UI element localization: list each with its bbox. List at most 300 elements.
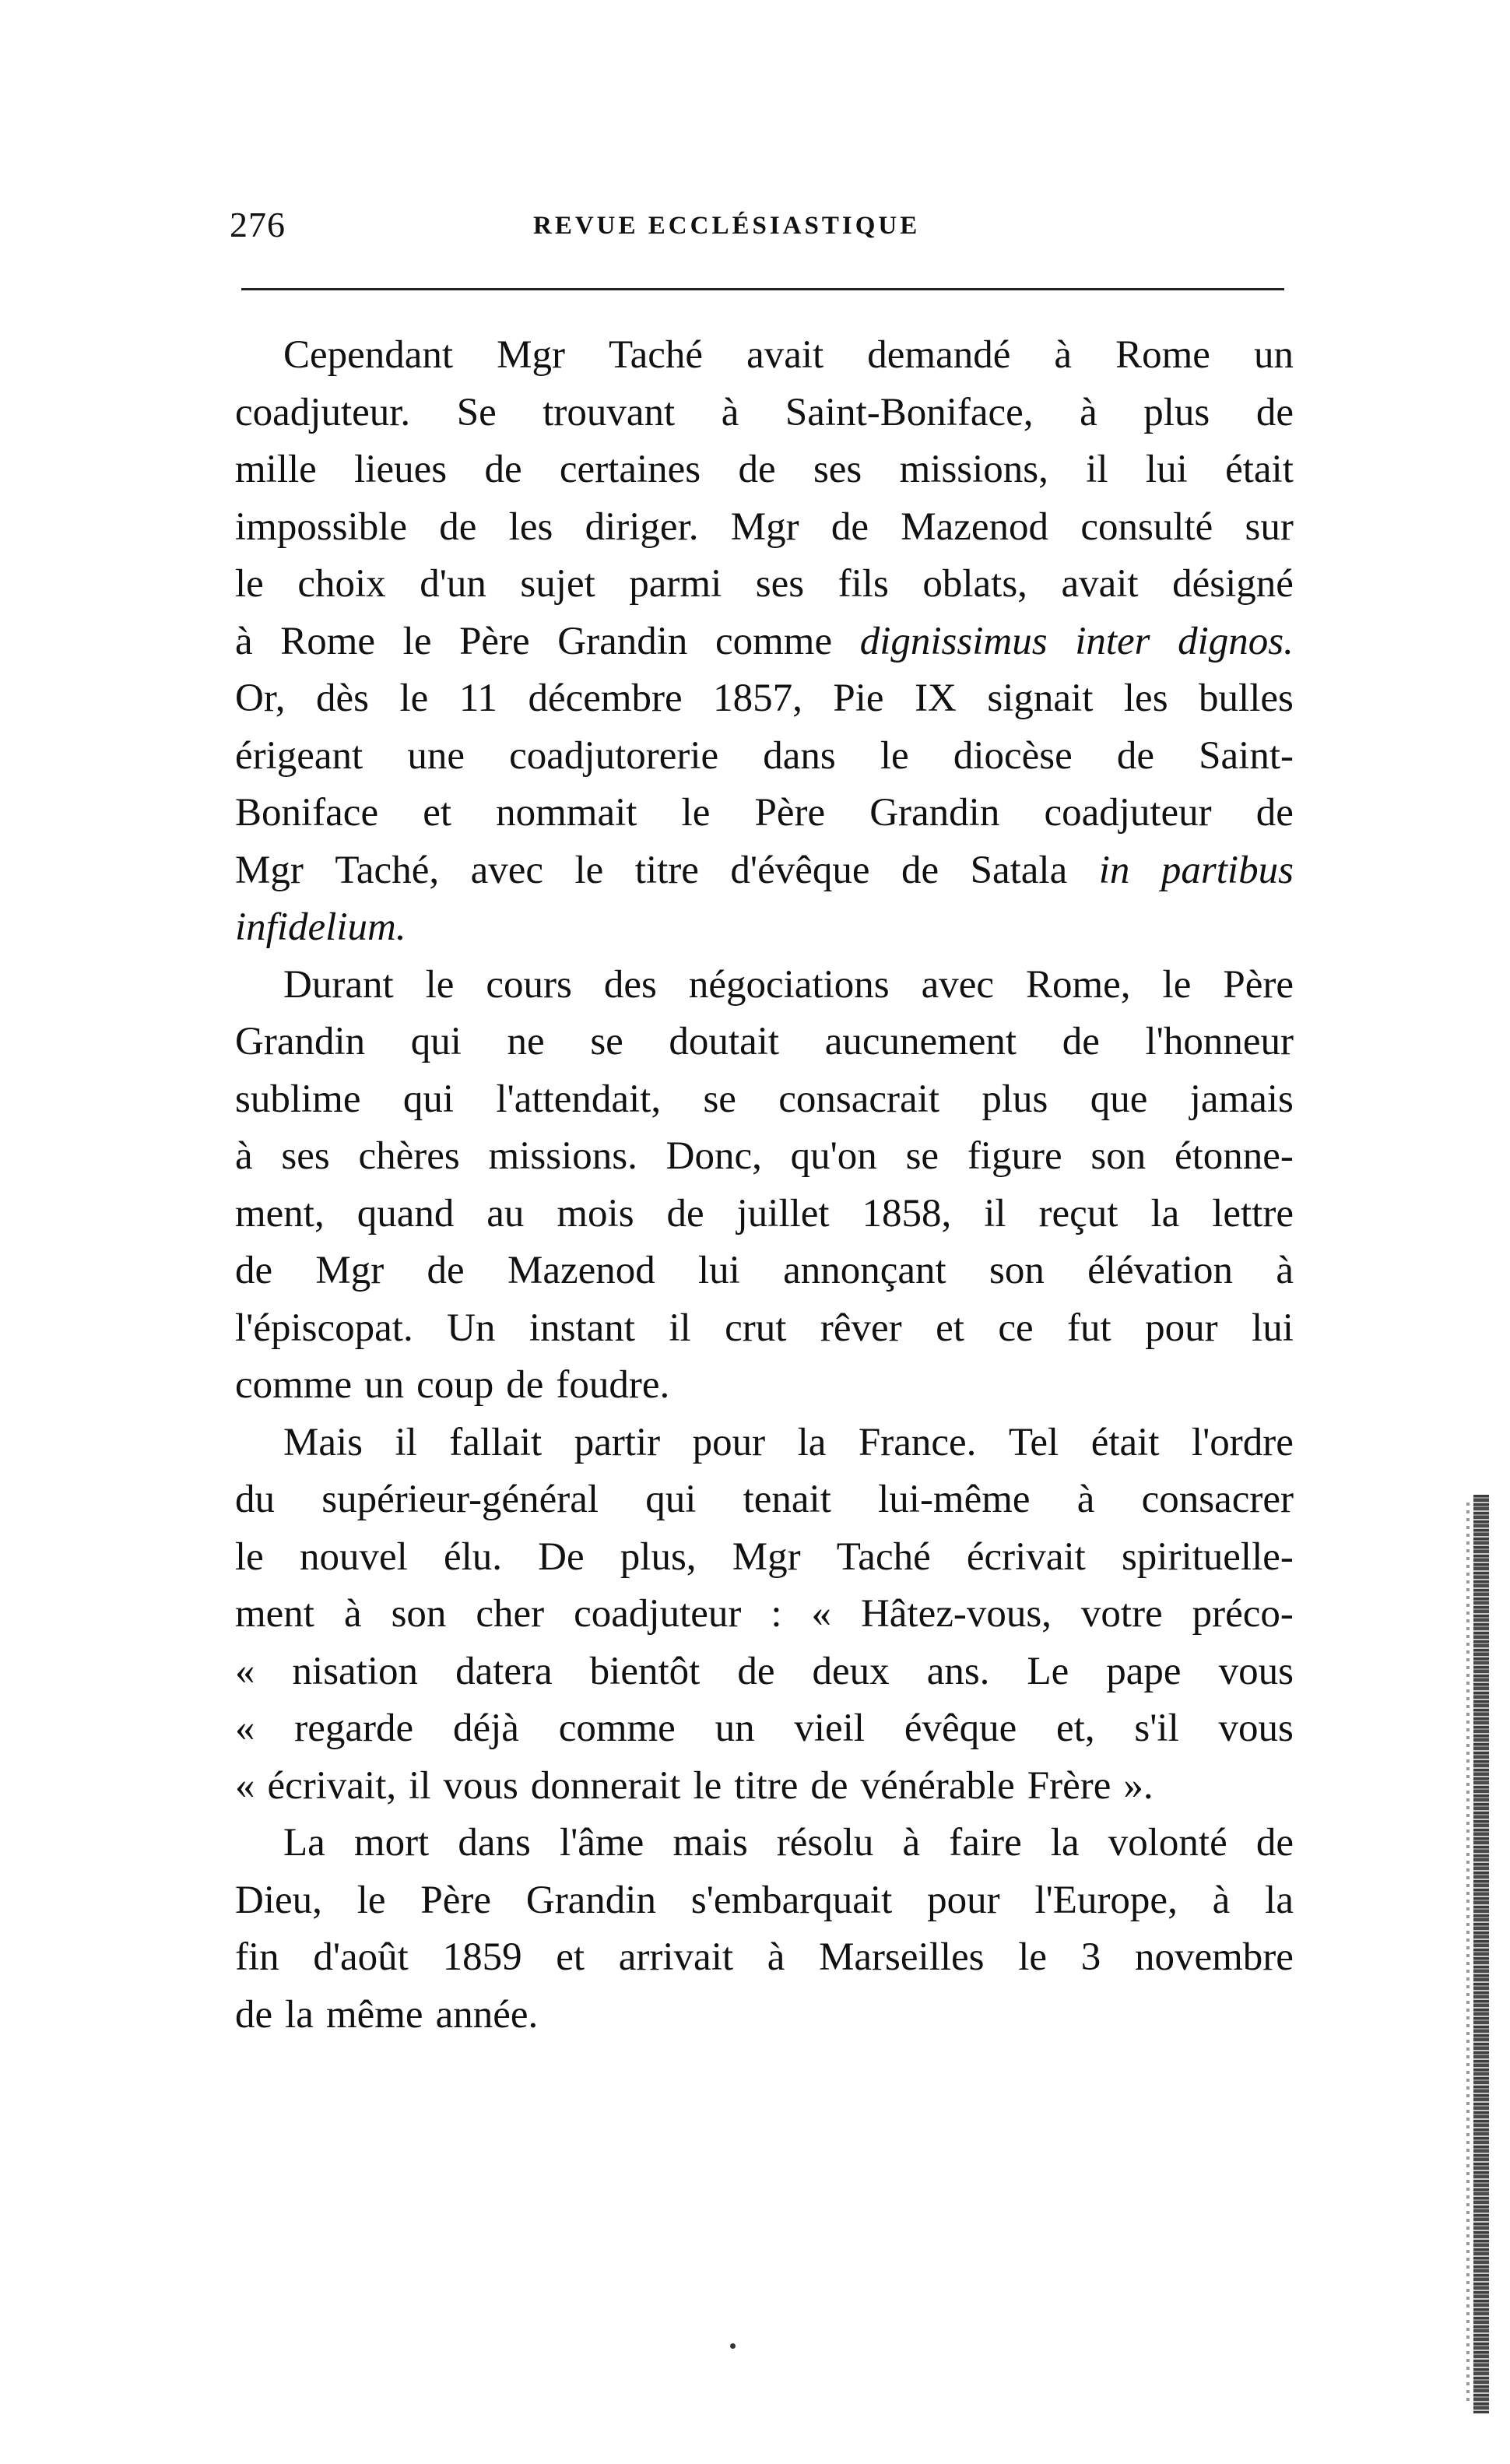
word: préco-	[1192, 1592, 1294, 1636]
word: un	[364, 1363, 405, 1407]
scan-edge-mark	[1466, 1503, 1470, 2406]
word: au	[486, 1191, 525, 1236]
word: d'évêque	[730, 848, 870, 892]
word: chères	[358, 1134, 460, 1178]
word: volonté	[1108, 1821, 1227, 1865]
word: mort	[353, 1821, 430, 1865]
word: spirituelle-	[1121, 1534, 1294, 1579]
word: Taché	[836, 1534, 931, 1579]
word: à	[235, 619, 253, 663]
word: inter	[1075, 619, 1150, 663]
word: regarde	[294, 1707, 414, 1750]
word: que	[1090, 1077, 1148, 1121]
word: l'attendait,	[496, 1077, 662, 1121]
word: était	[1090, 1420, 1160, 1464]
word: sujet	[520, 562, 595, 606]
word: à	[902, 1821, 921, 1865]
word: consacrer	[1141, 1478, 1294, 1521]
word: dès	[316, 677, 370, 720]
text-line	[235, 957, 1294, 1014]
word: l'épiscopat.	[235, 1306, 413, 1350]
word: coadjuteur.	[235, 390, 411, 434]
word: ce	[998, 1306, 1034, 1350]
text-line	[235, 385, 1294, 442]
word: de	[439, 504, 477, 549]
word: le	[880, 733, 909, 778]
word: de	[1062, 1020, 1100, 1063]
word: Grandin	[525, 1878, 656, 1922]
word: la	[1050, 1821, 1080, 1865]
word: Père	[754, 791, 826, 835]
word: fut	[1067, 1306, 1111, 1350]
word: ses	[281, 1134, 330, 1178]
word: de	[810, 1763, 848, 1808]
word: de	[484, 448, 522, 491]
word: sur	[1245, 504, 1294, 549]
word: titre	[634, 848, 699, 892]
word: Mgr	[315, 1249, 385, 1292]
word: Pie	[833, 677, 884, 720]
word: qui	[410, 1020, 462, 1063]
word: fallait	[449, 1420, 543, 1464]
word: de	[830, 504, 869, 549]
header-rule	[241, 288, 1284, 290]
word: ».	[1123, 1763, 1154, 1808]
text-line	[235, 1071, 1294, 1129]
word: à	[1076, 1478, 1095, 1521]
word: datera	[455, 1649, 553, 1693]
word: annonçant	[783, 1249, 946, 1292]
word: écrivait,	[267, 1763, 397, 1808]
word: érigeant	[235, 733, 363, 778]
word: doutait	[669, 1020, 780, 1063]
word: il	[1086, 448, 1108, 491]
word: jamais	[1189, 1077, 1294, 1121]
word: Grandin	[557, 619, 688, 663]
word: qu'on	[790, 1134, 877, 1178]
word: à	[721, 390, 739, 434]
text-line	[235, 1186, 1294, 1243]
word: le	[681, 791, 711, 835]
word: la	[1150, 1191, 1180, 1236]
word: tenait	[743, 1478, 831, 1521]
word: et	[556, 1935, 585, 1979]
word: Taché,	[335, 848, 440, 892]
word: évêque	[904, 1707, 1017, 1750]
text-line	[235, 1815, 1294, 1872]
word: nouvel	[299, 1534, 408, 1579]
word: lui	[1252, 1306, 1294, 1350]
word: le	[402, 619, 432, 663]
word: demandé	[867, 333, 1011, 377]
word: ses	[813, 448, 862, 491]
body-text	[235, 327, 1294, 2044]
word: il	[669, 1306, 691, 1350]
word: s'il	[1134, 1707, 1179, 1750]
word: d'août	[313, 1935, 409, 1979]
word: 1858,	[862, 1191, 952, 1236]
word: et	[936, 1306, 964, 1350]
word: votre	[1080, 1592, 1163, 1636]
word: comme	[715, 619, 833, 663]
word: Grandin	[869, 791, 1000, 835]
word: mais	[672, 1821, 748, 1865]
word: instant	[528, 1306, 635, 1350]
word: résolu	[776, 1821, 874, 1865]
word: lieues	[354, 448, 448, 491]
word: Mgr	[732, 1534, 801, 1579]
word: missions.	[488, 1134, 637, 1178]
word: reçut	[1038, 1191, 1118, 1236]
word: son	[989, 1249, 1045, 1292]
word: Grandin	[235, 1020, 366, 1063]
word: mois	[557, 1191, 634, 1236]
word: cours	[486, 962, 572, 1007]
word: «	[235, 1707, 255, 1750]
word: il	[409, 1763, 431, 1808]
word: Un	[447, 1306, 496, 1350]
word: pour	[692, 1420, 766, 1464]
word: pour	[927, 1878, 1000, 1922]
word: Père	[1223, 962, 1294, 1007]
scan-edge-strip	[1473, 1495, 1489, 2413]
word: mille	[235, 448, 317, 491]
word: consulté	[1080, 504, 1213, 549]
word: les	[508, 504, 553, 549]
word: la	[1265, 1878, 1294, 1922]
ink-speck	[730, 2343, 736, 2349]
word: crut	[725, 1306, 787, 1350]
text-line	[235, 1872, 1294, 1930]
word: partibus	[1161, 848, 1294, 892]
word: Cependant	[283, 333, 454, 377]
word: pour	[1145, 1306, 1218, 1350]
word: le	[235, 1534, 264, 1579]
word: diocèse	[953, 733, 1073, 778]
word: Mazenod	[507, 1249, 655, 1292]
word: de	[738, 448, 776, 491]
word: avec	[921, 962, 994, 1007]
word: Frère	[1027, 1763, 1111, 1808]
word: le	[1018, 1935, 1048, 1979]
word: certaines	[559, 448, 701, 491]
word: ans.	[926, 1649, 990, 1693]
word: négociations	[688, 962, 890, 1007]
word: 3	[1080, 1935, 1101, 1979]
word: vous	[443, 1763, 518, 1808]
word: titre	[734, 1763, 799, 1808]
word: Mais	[283, 1420, 363, 1464]
word: qui	[645, 1478, 697, 1521]
word: des	[603, 962, 657, 1007]
word: vous	[1218, 1707, 1294, 1750]
word: avec	[470, 848, 543, 892]
word: arrivait	[618, 1935, 734, 1979]
text-line	[235, 1643, 1294, 1701]
word: Taché	[609, 333, 704, 377]
word: Père	[459, 619, 530, 663]
word: consacrait	[778, 1077, 940, 1121]
word: élévation	[1087, 1249, 1234, 1292]
word: novembre	[1134, 1935, 1294, 1979]
word: un	[1253, 333, 1294, 377]
text-line	[235, 842, 1294, 900]
word: coup	[416, 1363, 494, 1407]
word: France.	[858, 1420, 977, 1464]
word: de	[737, 1649, 775, 1693]
word: son	[1090, 1134, 1147, 1178]
word: «	[811, 1592, 831, 1636]
word: bientôt	[589, 1649, 701, 1693]
text-line	[235, 441, 1294, 499]
text-line	[235, 499, 1294, 557]
word: coadjuteur	[1044, 791, 1212, 835]
word: Satala	[970, 848, 1068, 892]
word: dignos.	[1178, 619, 1294, 663]
word: figure	[967, 1134, 1062, 1178]
word: étonne-	[1174, 1134, 1294, 1178]
word: une	[407, 733, 465, 778]
word: supérieur-général	[321, 1478, 599, 1521]
word: Rome	[280, 619, 376, 663]
word: ses	[755, 562, 805, 606]
text-line	[235, 1014, 1294, 1071]
word: Mgr	[235, 848, 304, 892]
text-line	[235, 1243, 1294, 1300]
word: dignissimus	[859, 619, 1048, 663]
word: le	[693, 1763, 722, 1808]
text-line	[235, 556, 1294, 613]
word: élu.	[443, 1534, 502, 1579]
word: vénérable	[860, 1763, 1015, 1808]
word: choix	[297, 562, 386, 606]
word: foudre.	[556, 1363, 670, 1407]
word: de	[1255, 1821, 1294, 1865]
word: ne	[507, 1020, 545, 1063]
word: juillet	[736, 1191, 830, 1236]
word: Rome	[1115, 333, 1210, 377]
word: deux	[812, 1649, 890, 1693]
word: vieil	[794, 1707, 866, 1750]
word: signait	[987, 677, 1094, 720]
word: du	[235, 1478, 275, 1521]
word: la	[285, 1992, 314, 2037]
page-header	[230, 204, 1288, 258]
word: comme	[235, 1363, 353, 1407]
word: plus	[982, 1077, 1048, 1121]
word: pape	[1106, 1649, 1182, 1693]
word: infidelium.	[235, 905, 406, 949]
word: Donc,	[665, 1134, 762, 1178]
text-line	[235, 728, 1294, 786]
word: plus	[1143, 390, 1210, 434]
word: ment	[235, 1592, 314, 1636]
word: Père	[420, 1878, 492, 1922]
text-line	[235, 1586, 1294, 1643]
word: à	[235, 1134, 253, 1178]
word: le	[1162, 962, 1192, 1007]
word: il	[395, 1420, 417, 1464]
word: quand	[356, 1191, 455, 1236]
word: l'âme	[559, 1821, 644, 1865]
word: Hâtez-vous,	[860, 1592, 1052, 1636]
word: même	[325, 1992, 423, 2037]
word: lui	[1145, 448, 1188, 491]
word: se	[703, 1077, 736, 1121]
word: dans	[763, 733, 836, 778]
text-line	[235, 1758, 1294, 1815]
word: IX	[915, 677, 957, 720]
word: Marseilles	[819, 1935, 985, 1979]
text-line	[235, 1357, 1294, 1415]
word: parmi	[629, 562, 722, 606]
word: De	[538, 1534, 585, 1579]
word: le	[425, 962, 455, 1007]
word: La	[283, 1821, 325, 1865]
word: dans	[458, 1821, 531, 1865]
word: coadjutorerie	[509, 733, 719, 778]
word: sublime	[235, 1077, 361, 1121]
word: et,	[1056, 1707, 1095, 1750]
word: fin	[235, 1935, 279, 1979]
word: 1857,	[713, 677, 802, 720]
word: Le	[1027, 1649, 1069, 1693]
word: de	[1116, 733, 1155, 778]
word: Se	[456, 390, 497, 434]
word: écrivait	[966, 1534, 1086, 1579]
word: et	[423, 791, 451, 835]
word: partir	[574, 1420, 661, 1464]
running-head: REVUE ECCLÉSIASTIQUE	[533, 212, 921, 240]
text-line	[235, 613, 1294, 671]
word: le	[574, 848, 604, 892]
word: faire	[949, 1821, 1022, 1865]
word: de	[1255, 791, 1294, 835]
word: Boniface	[235, 791, 379, 835]
word: son	[391, 1592, 447, 1636]
word: Saint-	[1199, 733, 1294, 778]
word: Dieu,	[235, 1878, 322, 1922]
word: se	[905, 1134, 939, 1178]
word: de	[666, 1191, 704, 1236]
word: à	[1276, 1249, 1294, 1292]
text-line	[235, 1471, 1294, 1529]
word: Mazenod	[901, 504, 1049, 549]
word: à	[1212, 1878, 1231, 1922]
word: de	[506, 1363, 544, 1407]
text-line	[235, 1415, 1294, 1472]
word: Saint-Boniface,	[785, 390, 1034, 434]
word: se	[590, 1020, 623, 1063]
word: 11	[458, 677, 497, 720]
word: lui-même	[878, 1478, 1031, 1521]
word: comme	[558, 1707, 676, 1750]
word: année.	[435, 1992, 539, 2037]
word: l'Europe,	[1034, 1878, 1178, 1922]
word: fils	[838, 562, 889, 606]
word: le	[235, 562, 264, 606]
text-line	[235, 1987, 1294, 2044]
word: «	[235, 1649, 255, 1693]
word: nisation	[292, 1649, 419, 1693]
word: Or,	[235, 677, 286, 720]
word: Mgr	[497, 333, 565, 377]
word: de	[901, 848, 939, 892]
text-line	[235, 1300, 1294, 1358]
word: vous	[1218, 1649, 1294, 1693]
word: de	[235, 1249, 273, 1292]
word: le	[356, 1878, 386, 1922]
text-line	[235, 670, 1294, 728]
word: Mgr	[730, 504, 799, 549]
word: de	[235, 1992, 273, 2037]
word: Durant	[283, 962, 394, 1007]
word: d'un	[420, 562, 486, 606]
word: l'honneur	[1145, 1020, 1294, 1063]
word: 1859	[442, 1935, 522, 1979]
text-line	[235, 1929, 1294, 1987]
word: à	[343, 1592, 362, 1636]
text-line	[235, 1529, 1294, 1587]
word: déjà	[452, 1707, 519, 1750]
word: cher	[476, 1592, 545, 1636]
word: à	[767, 1935, 785, 1979]
word: avait	[746, 333, 824, 377]
text-line	[235, 1700, 1294, 1758]
word: oblats,	[922, 562, 1027, 606]
word: l'ordre	[1191, 1420, 1294, 1464]
word: les	[1123, 677, 1168, 720]
word: :	[771, 1592, 782, 1636]
word: Rome,	[1025, 962, 1131, 1007]
word: bulles	[1199, 677, 1294, 720]
word: la	[797, 1420, 827, 1464]
page-number: 276	[230, 205, 286, 244]
word: s'embarquait	[690, 1878, 893, 1922]
word: de	[427, 1249, 465, 1292]
word: était	[1225, 448, 1294, 491]
word: il	[984, 1191, 1006, 1236]
word: lui	[698, 1249, 740, 1292]
text-line	[235, 899, 1294, 957]
word: à	[1054, 333, 1073, 377]
word: donnerait	[530, 1763, 681, 1808]
word: «	[235, 1763, 255, 1808]
word: lettre	[1212, 1191, 1294, 1236]
word: le	[399, 677, 429, 720]
word: avait	[1061, 562, 1139, 606]
word: diriger.	[585, 504, 699, 549]
word: coadjuteur	[574, 1592, 742, 1636]
word: un	[715, 1707, 755, 1750]
word: désigné	[1172, 562, 1294, 606]
word: qui	[402, 1077, 455, 1121]
text-line	[235, 1128, 1294, 1186]
word: missions,	[899, 448, 1048, 491]
text-line	[235, 327, 1294, 385]
text-line	[235, 785, 1294, 842]
word: impossible	[235, 504, 408, 549]
word: plus,	[620, 1534, 697, 1579]
word: de	[1255, 390, 1294, 434]
word: décembre	[528, 677, 683, 720]
word: à	[1080, 390, 1097, 434]
word: Tel	[1008, 1420, 1059, 1464]
word: nommait	[496, 791, 637, 835]
word: ment,	[235, 1191, 325, 1236]
word: aucunement	[824, 1020, 1017, 1063]
word: trouvant	[543, 390, 676, 434]
